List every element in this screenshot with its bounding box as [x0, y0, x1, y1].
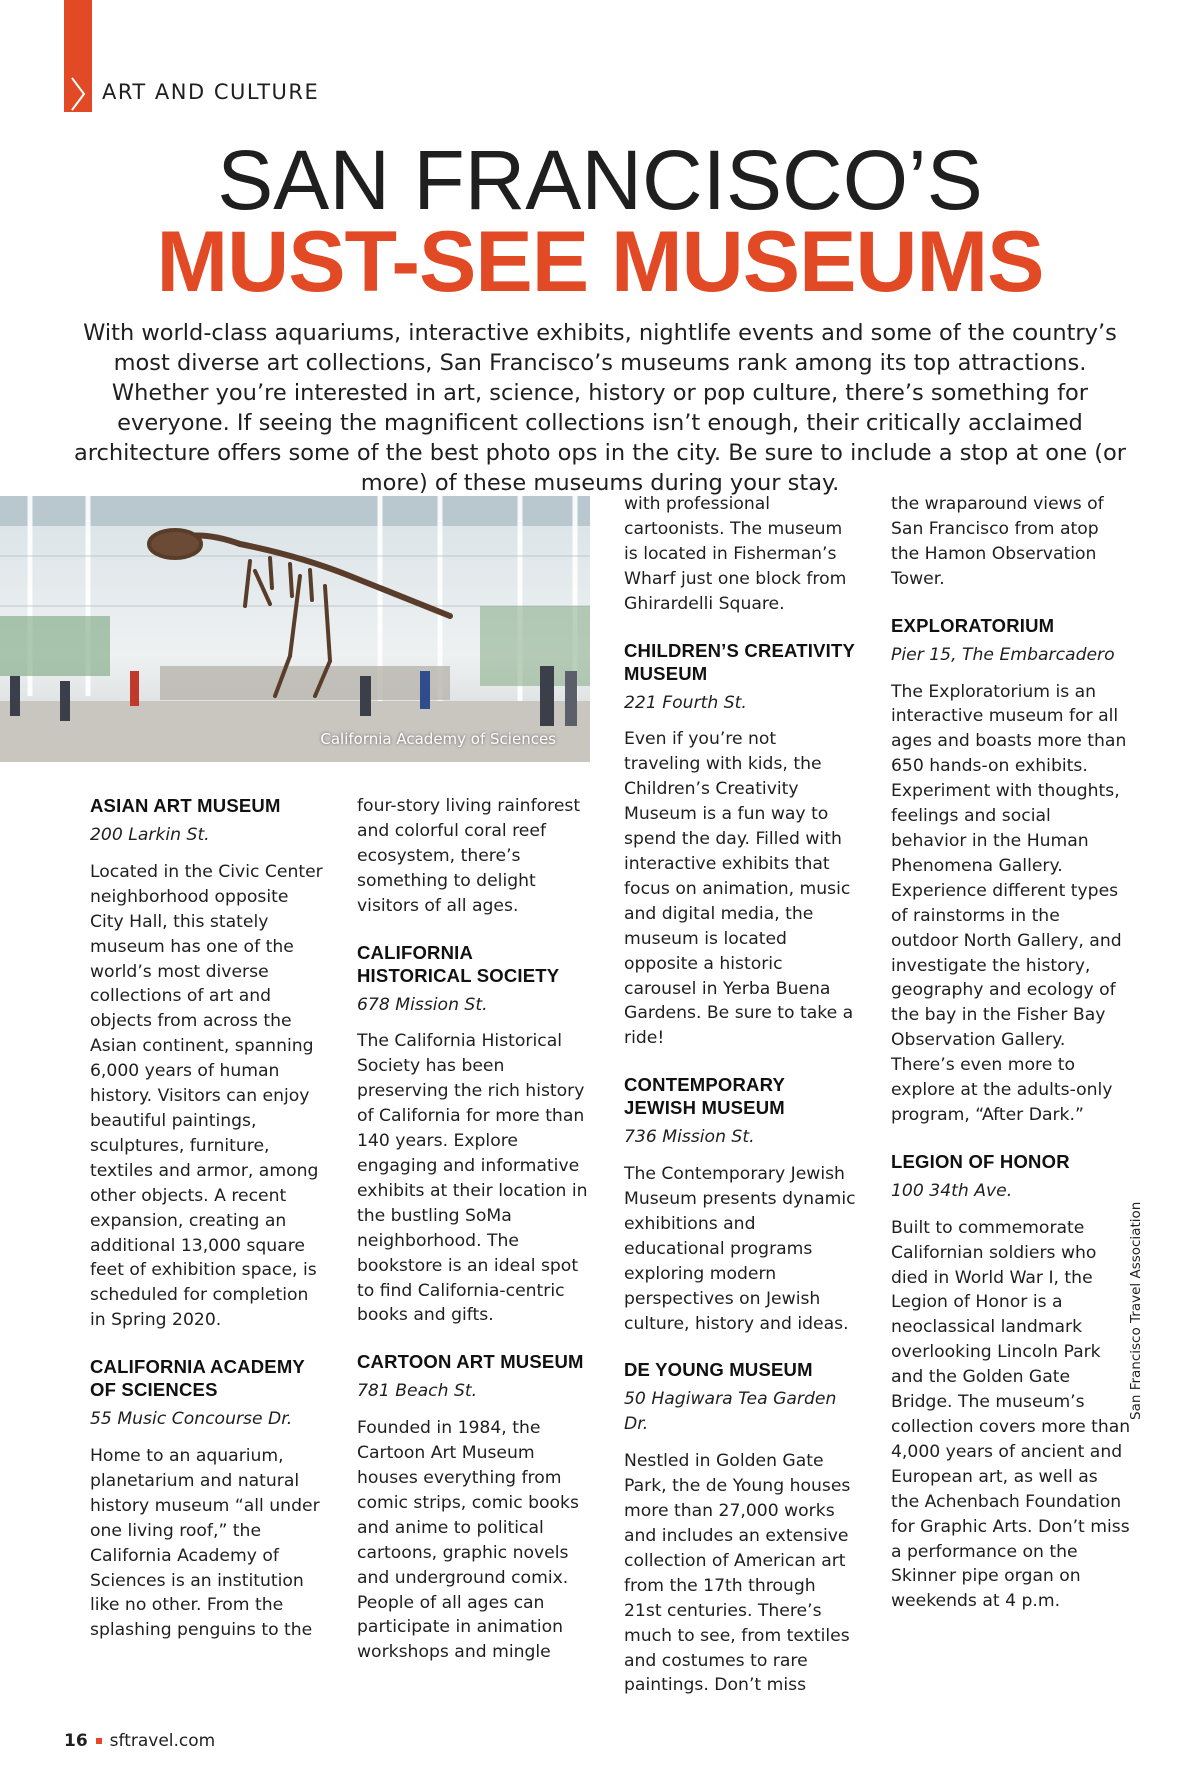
page-title-highlight: MUST-SEE MUSEUMS: [156, 214, 1044, 310]
museum-description: Nestled in Golden Gate Park, the de Young houses more than 27,000 works and includes an extensive collection of American art from the 17th through 21st centuries. There’s much to see, from textiles and costumes to rare paintings. Don’t miss: [624, 1451, 851, 1696]
museum-address: 100 34th Ave.: [891, 1180, 1013, 1201]
column-1: [90, 794, 324, 1643]
museum-name-de-young: DE YOUNG MUSEUM: [624, 1359, 813, 1381]
museum-address: 55 Music Concourse Dr.: [90, 1409, 293, 1430]
museum-address: Pier 15, The Embarcadero: [891, 644, 1115, 665]
museum-name-exploratorium: EXPLORATORIUM: [891, 614, 1055, 636]
column-4: [891, 492, 1131, 1614]
museum-name-legion-of-honor: LEGION OF HONOR: [891, 1150, 1070, 1172]
museum-name-historical-society: CALIFORNIA HISTORICAL SOCIETY: [357, 941, 560, 986]
museum-description: Founded in 1984, the Cartoon Art Museum houses everything from comic strips, comic books and anime to political cartoons, graphic novels and underground comix. People of all ages can participate in animation workshops and mingle: [357, 1418, 579, 1663]
museum-name-contemporary-jewish: CONTEMPORARY JEWISH MUSEUM: [624, 1074, 785, 1119]
museum-address: 200 Larkin St.: [90, 825, 210, 845]
chevron-right-icon: [68, 74, 88, 114]
footer-site: sftravel.com: [109, 1731, 216, 1751]
museum-name-asian-art: ASIAN ART MUSEUM: [90, 795, 281, 816]
museum-description-continued: four-story living rainforest and colorful coral reef ecosystem, there’s something to delight visitors of all ages.: [357, 796, 581, 916]
museum-name-cartoon-art: CARTOON ART MUSEUM: [357, 1351, 584, 1373]
museum-address: 781 Beach St.: [357, 1381, 478, 1402]
museum-name-childrens-creativity: CHILDREN’S CREATIVITY MUSEUM: [624, 639, 855, 684]
museum-address: 736 Mission St.: [624, 1127, 755, 1148]
square-bullet-icon: [96, 1738, 102, 1744]
museum-description: Home to an aquarium, planetarium and natural history museum “all under one living roof,” the California Academy of Sciences is an institution like no other. From the splashing penguins to the: [90, 1446, 320, 1641]
museum-address: 221 Fourth St.: [624, 692, 747, 713]
museum-description-continued: the wraparound views of San Francisco from atop the Hamon Observation Tower.: [891, 494, 1104, 589]
section-label: ART AND CULTURE: [102, 80, 320, 104]
museum-description: The Exploratorium is an interactive museum for all ages and boasts more than 650 hands-on exhibits. Experiment with thoughts, feelings and social behavior in the Human Phenomena Gallery. Experience different types of rainstorms in the outdoor North Gallery, and investigate the history, geography and ecology of the bay in the Fisher Bay Observation Gallery. There’s even more to explore at the adults-only program, “After Dark.”: [891, 681, 1127, 1125]
museum-description: Located in the Civic Center neighborhood opposite City Hall, this stately museum has one of the world’s most diverse collections of art and objects from across the Asian continent, spanning 6,000 years of human history. Visitors can enjoy beautiful paintings, sculptures, furniture, textiles and armor, among other objects. A recent expansion, creating an additional 13,000 square feet of exhibition space, is scheduled for completion in Spring 2020.: [90, 861, 323, 1331]
museum-address: 678 Mission St.: [357, 994, 488, 1015]
museum-photo: [0, 496, 590, 762]
photo-caption: California Academy of Sciences: [320, 730, 556, 748]
museum-description: The Contemporary Jewish Museum presents dynamic exhibitions and educational programs exploring modern perspectives on Jewish culture, history and ideas.: [624, 1164, 856, 1334]
photo-credit: San Francisco Travel Association: [1128, 1201, 1144, 1420]
page-number: 16: [64, 1731, 88, 1751]
dinosaur-skeleton-photo-icon: [0, 496, 590, 762]
museum-description-continued: with professional cartoonists. The museum is located in Fisherman’s Wharf just one block from Ghirardelli Square.: [624, 494, 847, 614]
museum-description: The California Historical Society has been preserving the rich history of California for more than 140 years. Explore engaging and informative exhibits at their location in the bustling SoMa neighborhood. The bookstore is an ideal spot to find California-centric books and gifts.: [357, 1031, 588, 1326]
museum-description: Even if you’re not traveling with kids, the Children’s Creativity Museum is a fun way to spend the day. Filled with interactive exhibits that focus on animation, music and digital media, the museum is located opposite a historic carousel in Yerba Buena Gardens. Be sure to take a ride!: [624, 729, 854, 1049]
museum-description: Built to commemorate Californian soldiers who died in World War I, the Legion of Honor is a neoclassical landmark overlooking Lincoln Park and the Golden Gate Bridge. The museum’s collection covers more than 4,000 years of ancient and European art, as well as the Achenbach Foundation for Graphic Arts. Don’t miss a performance on the Skinner pipe organ on weekends at 4 p.m.: [891, 1217, 1131, 1612]
column-3: [624, 492, 858, 1698]
page-footer: [64, 1731, 215, 1751]
museum-name-academy-of-sciences: CALIFORNIA ACADEMY OF SCIENCES: [90, 1356, 305, 1401]
column-2: [357, 794, 591, 1665]
page-title: SAN FRANCISCO’S: [217, 133, 983, 227]
museum-address: 50 Hagiwara Tea Garden Dr.: [624, 1389, 837, 1435]
intro-paragraph: With world-class aquariums, interactive exhibits, nightlife events and some of the country’s most diverse art collections, San Francisco’s museums rank among its top attractions. Whether you’re interested in art, science, history or pop culture, there’s something for everyone. If seeing the magnificent collections isn’t enough, their critically acclaimed architecture offers some of the best photo ops in the city. Be sure to include a stop at one (or more) of these museums during your stay.: [73, 320, 1127, 496]
